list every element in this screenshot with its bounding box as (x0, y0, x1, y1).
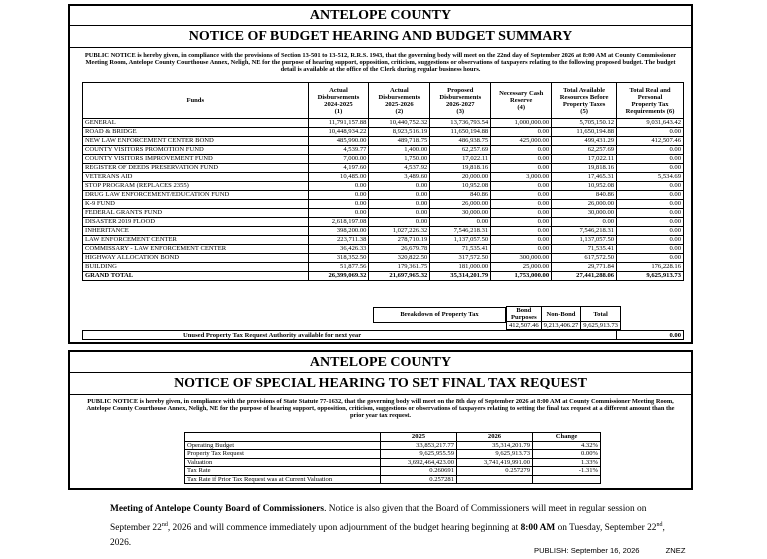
amount-cell: 0.00 (617, 227, 684, 236)
amount-cell: 0.00 (491, 236, 552, 245)
amount-cell: 0.00 (617, 218, 684, 227)
fund-name-cell: COUNTY VISITORS IMPROVEMENT FUND (83, 155, 309, 164)
budget-header-cell (430, 83, 491, 119)
amount-cell: 0.00 (369, 218, 430, 227)
budget-notice-text: PUBLIC NOTICE is hereby given, in compliance with the provisions of Section 13-501 to 13-512, R.R.S. 1943, that the governing body will meet on the 22nd day of September 2026 at 8:00 AM at County Commissioner Meeting Room, Antelope County Courthouse Annex, Neligh, NE for the purpose of hearing support, opposition, criticism, suggestions or observations of taxpayers relating to the following proposed budget. The budget detail is available at the office of the Clerk during regular business hours. (84, 52, 677, 74)
fund-name-cell: COUNTY VISITORS PROMOTION FUND (83, 146, 309, 155)
amount-cell: 0.00 (308, 191, 369, 200)
amount-cell: 0.00 (552, 218, 617, 227)
budget-header-line: Reserve (510, 97, 533, 104)
amount-cell: 0.00 (369, 200, 430, 209)
amount-cell: 320,822.50 (369, 254, 430, 263)
amount-cell: 1,137,057.50 (552, 236, 617, 245)
amount-cell: 26,000.00 (430, 200, 491, 209)
table-row (83, 254, 684, 263)
amount-cell: 0.00 (617, 245, 684, 254)
budget-county-title: ANTELOPE COUNTY (70, 6, 691, 26)
amount-cell: 425,000.00 (491, 137, 552, 146)
amount-cell: 0.00 (491, 245, 552, 254)
publish-date: PUBLISH: September 16, 2026 (534, 546, 640, 555)
amount-cell: 0.00 (369, 209, 430, 218)
amount-cell: 4,197.60 (308, 164, 369, 173)
fund-name-cell: ROAD & BRIDGE (83, 128, 309, 137)
amount-cell: 29,771.84 (552, 263, 617, 272)
amount-cell: 0.00 (491, 146, 552, 155)
budget-header-line: Proposed (447, 86, 474, 94)
table-row (83, 155, 684, 164)
amount-cell: 51,877.56 (308, 263, 369, 272)
budget-body (83, 119, 684, 281)
tax-value-cell: 0.257279 (457, 467, 533, 476)
amount-cell: 223,711.38 (308, 236, 369, 245)
amount-cell: 0.00 (617, 128, 684, 137)
budget-header-line: 2026-2027 (445, 100, 475, 108)
grand-total-value: 26,399,069.32 (308, 272, 369, 281)
amount-cell: 0.00 (491, 155, 552, 164)
amount-cell: 17,022.11 (430, 155, 491, 164)
amount-cell: 0.00 (617, 200, 684, 209)
amount-cell: 0.00 (491, 128, 552, 137)
tax-label-cell: Operating Budget (185, 441, 381, 450)
amount-cell: 179,361.75 (369, 263, 430, 272)
budget-header-line: 2025-2026 (385, 100, 414, 108)
amount-cell: 10,448,934.22 (308, 128, 369, 137)
amount-cell: 0.00 (491, 191, 552, 200)
amount-cell: 36,426.33 (308, 245, 369, 254)
fund-name-cell: VETERANS AID (83, 173, 309, 182)
tax-value-cell: 1.33% (533, 458, 601, 467)
budget-notice (68, 4, 693, 344)
budget-notice-title: NOTICE OF BUDGET HEARING AND BUDGET SUMMARY (70, 26, 691, 48)
amount-cell: 0.00 (491, 227, 552, 236)
tax-header-cell: 2025 (381, 433, 457, 442)
amount-cell: 30,000.00 (552, 209, 617, 218)
amount-cell: 2,618,197.08 (308, 218, 369, 227)
tax-value-cell: 9,625,913.73 (457, 450, 533, 459)
amount-cell: 19,818.16 (430, 164, 491, 173)
breakdown-header-total: Total (581, 307, 621, 322)
budget-header-line: Property Tax (631, 100, 669, 108)
budget-header-cell (83, 83, 309, 119)
unused-authority-value: 0.00 (616, 331, 683, 340)
publish-code: ZNEZ (665, 546, 686, 555)
fund-name-cell: HIGHWAY ALLOCATION BOND (83, 254, 309, 263)
amount-cell: 26,679.78 (369, 245, 430, 254)
amount-cell: 17,465.31 (552, 173, 617, 182)
tax-value-cell: 33,853,217.77 (381, 441, 457, 450)
amount-cell: 0.00 (491, 200, 552, 209)
amount-cell: 0.00 (491, 218, 552, 227)
amount-cell: 0.00 (430, 218, 491, 227)
budget-header-line: Actual (329, 86, 348, 94)
amount-cell: 11,791,157.88 (308, 119, 369, 128)
table-row (83, 164, 684, 173)
tax-value-cell: 9,625,955.59 (381, 450, 457, 459)
special-notice-title: NOTICE OF SPECIAL HEARING TO SET FINAL TAX REQUEST (70, 373, 691, 395)
amount-cell: 1,137,057.50 (430, 236, 491, 245)
fund-name-cell: LAW ENFORCEMENT CENTER (83, 236, 309, 245)
grand-total-value: 21,697,965.32 (369, 272, 430, 281)
table-row (83, 182, 684, 191)
amount-cell: 4,537.92 (369, 164, 430, 173)
table-row (83, 245, 684, 254)
amount-cell: 1,000,000.00 (491, 119, 552, 128)
amount-cell: 0.00 (491, 164, 552, 173)
amount-cell: 1,027,226.32 (369, 227, 430, 236)
fund-name-cell: FEDERAL GRANTS FUND (83, 209, 309, 218)
budget-header-line: (1) (334, 107, 343, 115)
amount-cell: 30,000.00 (430, 209, 491, 218)
tax-label-cell: Tax Rate (185, 467, 381, 476)
amount-cell: 489,718.75 (369, 137, 430, 146)
amount-cell: 11,650,194.88 (552, 128, 617, 137)
budget-header-cell (552, 83, 617, 119)
amount-cell: 0.00 (308, 200, 369, 209)
grand-total-value: 9,625,913.73 (617, 272, 684, 281)
grand-total-label: GRAND TOTAL (83, 272, 309, 281)
fund-name-cell: DRUG LAW ENFORCEMENT/EDUCATION FUND (83, 191, 309, 200)
budget-header-line: Requirements (6) (625, 107, 675, 115)
amount-cell: 0.00 (617, 155, 684, 164)
tax-rate-table (184, 432, 601, 484)
amount-cell: 181,000.00 (430, 263, 491, 272)
breakdown-value-total: 9,625,913.73 (581, 322, 621, 330)
amount-cell: 5,534.69 (617, 173, 684, 182)
amount-cell: 0.00 (369, 182, 430, 191)
amount-cell: 300,000.00 (491, 254, 552, 263)
publish-line (534, 546, 685, 555)
tax-header-cell (185, 433, 381, 442)
amount-cell: 499,431.29 (552, 137, 617, 146)
meeting-sup-1: nd (161, 521, 168, 528)
budget-header-line: Actual (390, 86, 409, 94)
table-row (83, 128, 684, 137)
amount-cell: 0.00 (369, 191, 430, 200)
table-row (83, 200, 684, 209)
grand-total-value: 1,753,000.00 (491, 272, 552, 281)
budget-header-line: (5) (580, 107, 588, 115)
amount-cell: 0.00 (617, 191, 684, 200)
budget-header-cell (617, 83, 684, 119)
table-row (83, 191, 684, 200)
table-row (83, 263, 684, 272)
tax-header-cell: 2026 (457, 433, 533, 442)
unused-authority-row (82, 330, 684, 340)
amount-cell: 17,022.11 (552, 155, 617, 164)
meeting-text-a: . Notice is also given that the Board of Commissioners will meet in regular session on September 22 (110, 504, 647, 533)
table-row (185, 475, 601, 484)
breakdown-value-nonbond: 9,213,406.27 (541, 322, 581, 330)
tax-header-cell: Change (533, 433, 601, 442)
breakdown-header-bond: Bond Purposes (507, 307, 542, 322)
amount-cell: 10,485.00 (308, 173, 369, 182)
budget-table (82, 82, 684, 281)
meeting-text-c: on Tuesday, September 22 (555, 522, 657, 533)
amount-cell: 71,535.41 (552, 245, 617, 254)
amount-cell: 0.00 (617, 146, 684, 155)
budget-header-cell (491, 83, 552, 119)
fund-name-cell: NEW LAW ENFORCEMENT CENTER BOND (83, 137, 309, 146)
table-row (83, 209, 684, 218)
table-row (83, 227, 684, 236)
amount-cell: 71,535.41 (430, 245, 491, 254)
amount-cell: 840.86 (552, 191, 617, 200)
breakdown-label: Breakdown of Property Tax (373, 307, 506, 323)
meeting-text-d: , 2026. (110, 522, 665, 549)
amount-cell: 13,736,793.54 (430, 119, 491, 128)
unused-authority-label: Unused Property Tax Request Authority available for next year (183, 332, 362, 339)
amount-cell: 19,818.16 (552, 164, 617, 173)
grand-total-value: 35,314,201.79 (430, 272, 491, 281)
budget-header-line: Disbursements (439, 93, 482, 101)
meeting-time: 8:00 AM (520, 522, 556, 533)
tax-label-cell: Tax Rate if Prior Tax Request was at Current Valuation (185, 475, 381, 484)
table-row (185, 458, 601, 467)
table-row (83, 119, 684, 128)
amount-cell: 1,750.00 (369, 155, 430, 164)
budget-header-cell (308, 83, 369, 119)
amount-cell: 318,352.50 (308, 254, 369, 263)
special-county-title: ANTELOPE COUNTY (70, 352, 691, 373)
budget-header-line: Disbursements (378, 93, 421, 101)
budget-header-line: (2) (395, 107, 404, 115)
amount-cell: 7,546,218.31 (552, 227, 617, 236)
tax-value-cell: 3,741,419,991.00 (457, 458, 533, 467)
budget-header-line: 2024-2025 (324, 100, 353, 108)
tax-value-cell (457, 475, 533, 484)
amount-cell: 25,000.00 (491, 263, 552, 272)
table-row (83, 146, 684, 155)
tax-value-cell: 0.00% (533, 450, 601, 459)
fund-name-cell: COMMISSARY - LAW ENFORCEMENT CENTER (83, 245, 309, 254)
breakdown-value-bond: 412,507.46 (507, 322, 542, 330)
tax-value-cell: 4.32% (533, 441, 601, 450)
breakdown-table (506, 306, 621, 330)
amount-cell: 278,710.19 (369, 236, 430, 245)
amount-cell: 4,539.77 (308, 146, 369, 155)
tax-value-cell: 35,314,201.79 (457, 441, 533, 450)
budget-header-line: Necessary Cash (499, 90, 544, 97)
budget-header-line: Total Real and (629, 86, 671, 94)
fund-name-cell: DISASTER 2019 FLOOD (83, 218, 309, 227)
table-row (185, 450, 601, 459)
special-notice-text: PUBLIC NOTICE is hereby given, in compliance with the provisions of State Statute 77-1632, that the governing body will meet on the 8th day of September 2026 at 8:00 AM at County Commissioner Meeting Room, Antelope County Courthouse Annex, Neligh, NE for the purpose of hearing support, opposition, criticism, suggestions or observations of taxpayers relating to setting the final tax request at a different amount than the prior year tax request. (86, 398, 675, 420)
meeting-heading: Meeting of Antelope County Board of Commissioners (110, 504, 325, 514)
amount-cell: 10,952.08 (430, 182, 491, 191)
amount-cell: 20,000.00 (430, 173, 491, 182)
table-row (83, 236, 684, 245)
budget-header-line: Property Taxes (562, 100, 606, 108)
amount-cell: 0.00 (491, 182, 552, 191)
amount-cell: 1,400.00 (369, 146, 430, 155)
table-row (185, 441, 601, 450)
amount-cell: 26,000.00 (552, 200, 617, 209)
tax-header-row (185, 433, 601, 442)
amount-cell: 0.00 (617, 182, 684, 191)
amount-cell: 5,705,150.12 (552, 119, 617, 128)
tax-value-cell: -1.31% (533, 467, 601, 476)
amount-cell: 7,546,218.31 (430, 227, 491, 236)
budget-header-cell (369, 83, 430, 119)
fund-name-cell: REGISTER OF DEEDS PRESERVATION FUND (83, 164, 309, 173)
amount-cell: 0.00 (491, 209, 552, 218)
tax-value-cell: 0.260691 (381, 467, 457, 476)
amount-cell: 9,031,643.42 (617, 119, 684, 128)
tax-body (185, 441, 601, 484)
table-row (185, 467, 601, 476)
amount-cell: 10,952.08 (552, 182, 617, 191)
amount-cell: 0.00 (617, 209, 684, 218)
meeting-text-b: , 2026 and will commence immediately upon adjournment of the budget hearing beginning at (167, 522, 521, 533)
amount-cell: 10,440,752.32 (369, 119, 430, 128)
breakdown-header-nonbond: Non-Bond (541, 307, 581, 322)
amount-cell: 486,938.75 (430, 137, 491, 146)
fund-name-cell: BUILDING (83, 263, 309, 272)
amount-cell: 11,650,194.88 (430, 128, 491, 137)
amount-cell: 317,572.50 (430, 254, 491, 263)
amount-cell: 617,572.50 (552, 254, 617, 263)
grand-total-row (83, 272, 684, 281)
budget-header-line: (3) (456, 107, 465, 115)
amount-cell: 62,257.69 (430, 146, 491, 155)
budget-header-line: Resources Before (559, 93, 609, 101)
amount-cell: 8,923,516.19 (369, 128, 430, 137)
budget-header-line: Disbursements (317, 93, 360, 101)
amount-cell: 840.86 (430, 191, 491, 200)
fund-name-cell: K-9 FUND (83, 200, 309, 209)
meeting-sup-2: nd (656, 521, 663, 528)
fund-name-cell: INHERITANCE (83, 227, 309, 236)
amount-cell: 176,228.16 (617, 263, 684, 272)
tax-label-cell: Property Tax Request (185, 450, 381, 459)
budget-header-line: Personal (637, 93, 663, 101)
amount-cell: 0.00 (617, 236, 684, 245)
tax-value-cell: 3,692,464,423.00 (381, 458, 457, 467)
table-row (83, 137, 684, 146)
amount-cell: 398,200.00 (308, 227, 369, 236)
fund-name-cell: STOP PROGRAM (REPLACES 2355) (83, 182, 309, 191)
amount-cell: 3,000.00 (491, 173, 552, 182)
amount-cell: 0.00 (617, 164, 684, 173)
tax-value-cell (533, 475, 601, 484)
amount-cell: 7,000.00 (308, 155, 369, 164)
table-row (83, 173, 684, 182)
table-row (83, 218, 684, 227)
amount-cell: 485,990.00 (308, 137, 369, 146)
amount-cell: 0.00 (617, 254, 684, 263)
amount-cell: 0.00 (308, 182, 369, 191)
amount-cell: 412,507.46 (617, 137, 684, 146)
budget-header-line: Funds (186, 97, 205, 104)
fund-name-cell: GENERAL (83, 119, 309, 128)
budget-header-row (83, 83, 684, 119)
tax-value-cell: 0.257281 (381, 475, 457, 484)
grand-total-value: 27,441,288.06 (552, 272, 617, 281)
amount-cell: 3,489.60 (369, 173, 430, 182)
budget-header-line: Total Available (563, 86, 606, 94)
budget-header-line: (4) (517, 104, 526, 111)
special-hearing-notice (68, 350, 693, 490)
tax-label-cell: Valuation (185, 458, 381, 467)
amount-cell: 62,257.69 (552, 146, 617, 155)
meeting-notice (110, 502, 670, 552)
amount-cell: 0.00 (308, 209, 369, 218)
